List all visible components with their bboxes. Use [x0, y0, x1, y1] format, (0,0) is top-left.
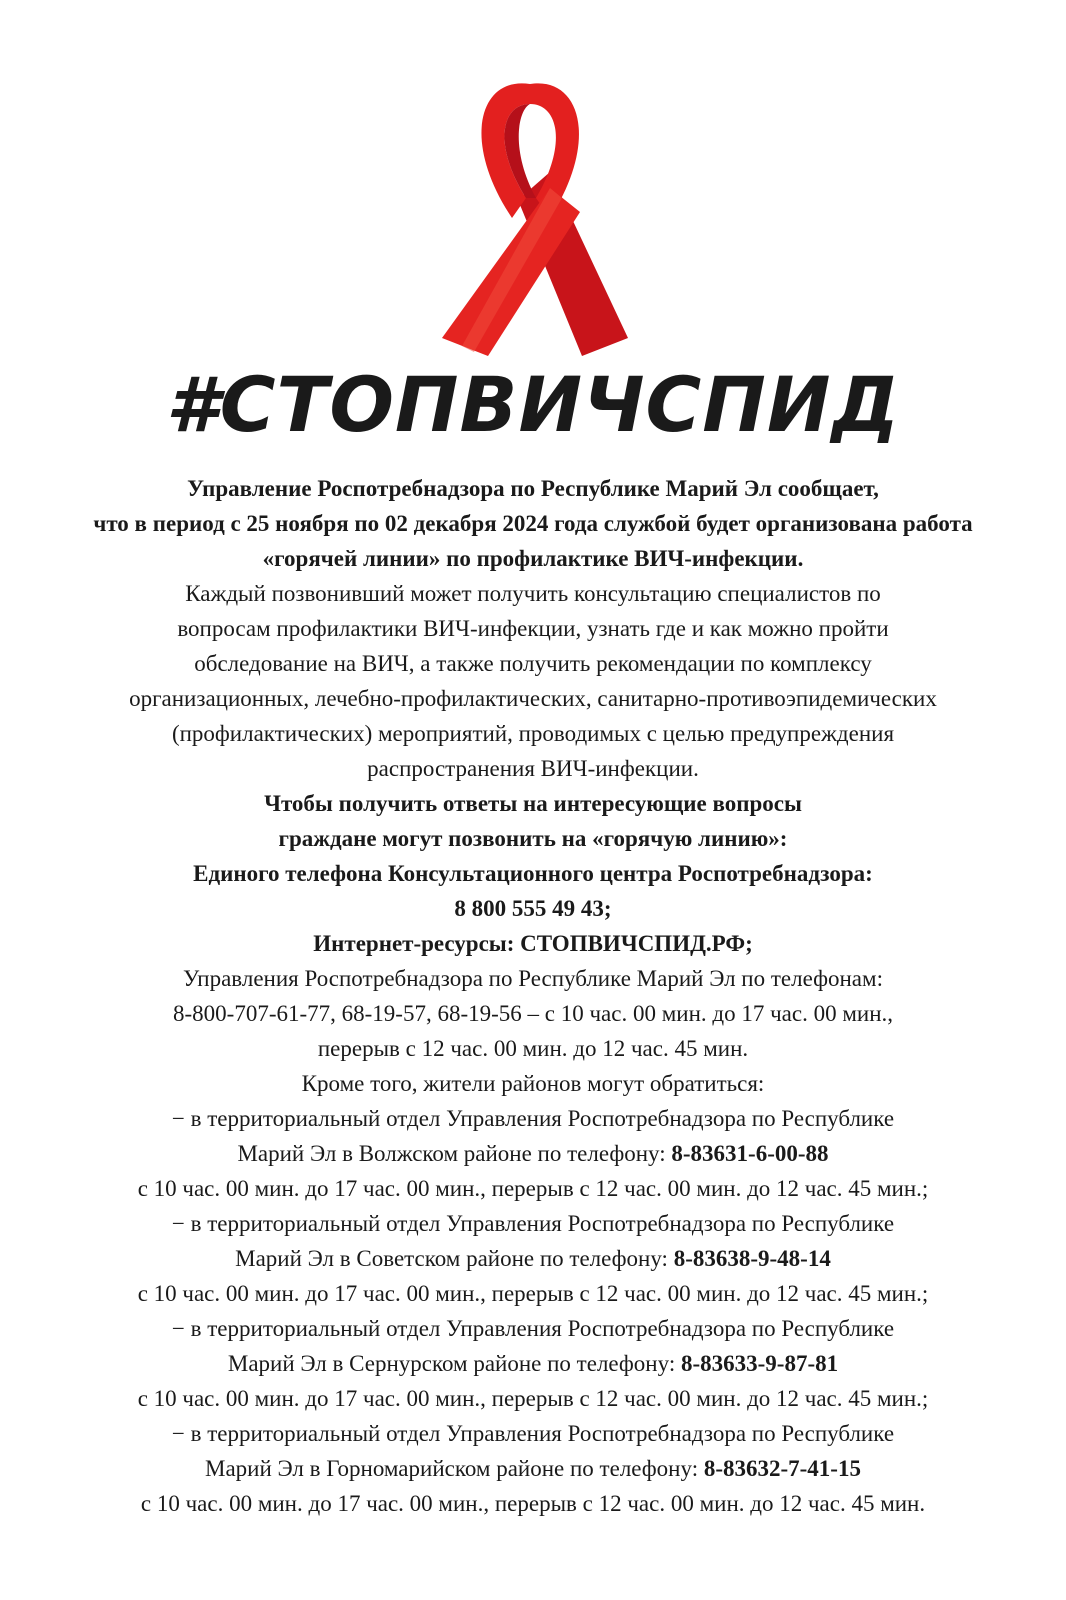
description-line: обследование на ВИЧ, а также получить рекомендации по комплексу	[194, 651, 872, 676]
announcement-line: Управление Роспотребнадзора по Республике Марий Эл сообщает,	[187, 476, 879, 501]
consult-center-label: Единого телефона Консультационного центра Роспотребнадзора:	[193, 861, 873, 886]
regional-line: Управления Роспотребнадзора по Республике Марий Эл по телефонам:	[183, 966, 883, 991]
district-phone: 8-83632-7-41-15	[703, 1456, 861, 1481]
district-label: Марий Эл в Советском районе по телефону:	[235, 1246, 674, 1271]
district-hours: с 10 час. 00 мин. до 17 час. 00 мин., перерыв с 12 час. 00 мин. до 12 час. 45 мин.;	[137, 1176, 929, 1201]
internet-resources: Интернет-ресурсы: СТОПВИЧСПИД.РФ;	[313, 931, 753, 956]
district-label: Марий Эл в Горномарийском районе по телефону:	[205, 1456, 704, 1481]
regional-line: 8-800-707-61-77, 68-19-57, 68-19-56 – с 10 час. 00 мин. до 17 час. 00 мин.,	[173, 1001, 893, 1026]
hotline-intro-line: граждане могут позвонить на «горячую линию»:	[278, 826, 788, 851]
announcement-line: «горячей линии» по профилактике ВИЧ-инфекции.	[262, 546, 804, 571]
description-line: Каждый позвонивший может получить консультацию специалистов по	[185, 581, 881, 606]
hashtag-title: #СТОПВИЧСПИД	[165, 360, 901, 449]
consult-center-phone: 8 800 555 49 43;	[454, 896, 612, 921]
districts-intro: Кроме того, жители районов могут обратиться:	[301, 1071, 765, 1096]
district-office-line: − в территориальный отдел Управления Роспотребнадзора по Республике	[171, 1421, 895, 1446]
district-phone: 8-83631-6-00-88	[671, 1141, 829, 1166]
description-line: распространения ВИЧ-инфекции.	[367, 756, 699, 781]
announcement-line: что в период с 25 ноября по 02 декабря 2024 года службой будет организована работа	[93, 511, 973, 536]
district-office-line: − в территориальный отдел Управления Роспотребнадзора по Республике	[171, 1106, 895, 1131]
district-label: Марий Эл в Волжском районе по телефону:	[237, 1141, 672, 1166]
district-phone-line	[0, 1241, 1066, 1276]
district-phone-line	[0, 1136, 1066, 1171]
district-phone: 8-83633-9-87-81	[680, 1351, 839, 1376]
regional-line: перерыв с 12 час. 00 мин. до 12 час. 45 мин.	[317, 1036, 749, 1061]
notice-body	[0, 471, 1066, 1521]
description-line: (профилактических) мероприятий, проводимых с целью предупреждения	[171, 721, 895, 746]
description-line: организационных, лечебно-профилактических, санитарно-противоэпидемических	[129, 686, 937, 711]
district-hours: с 10 час. 00 мин. до 17 час. 00 мин., перерыв с 12 час. 00 мин. до 12 час. 45 мин.;	[137, 1386, 929, 1411]
district-phone-line	[0, 1346, 1066, 1381]
district-label: Марий Эл в Сернурском районе по телефону:	[227, 1351, 681, 1376]
hotline-intro-line: Чтобы получить ответы на интересующие вопросы	[264, 791, 802, 816]
district-hours: с 10 час. 00 мин. до 17 час. 00 мин., перерыв с 12 час. 00 мин. до 12 час. 45 мин.;	[137, 1281, 929, 1306]
description-line: вопросам профилактики ВИЧ-инфекции, узнать где и как можно пройти	[177, 616, 889, 641]
district-office-line: − в территориальный отдел Управления Роспотребнадзора по Республике	[171, 1316, 895, 1341]
district-office-line: − в территориальный отдел Управления Роспотребнадзора по Республике	[171, 1211, 895, 1236]
district-phone-line	[0, 1451, 1066, 1486]
red-awareness-ribbon-icon	[400, 80, 670, 360]
district-phone: 8-83638-9-48-14	[673, 1246, 831, 1271]
district-hours: с 10 час. 00 мин. до 17 час. 00 мин., перерыв с 12 час. 00 мин. до 12 час. 45 мин.	[140, 1491, 926, 1516]
